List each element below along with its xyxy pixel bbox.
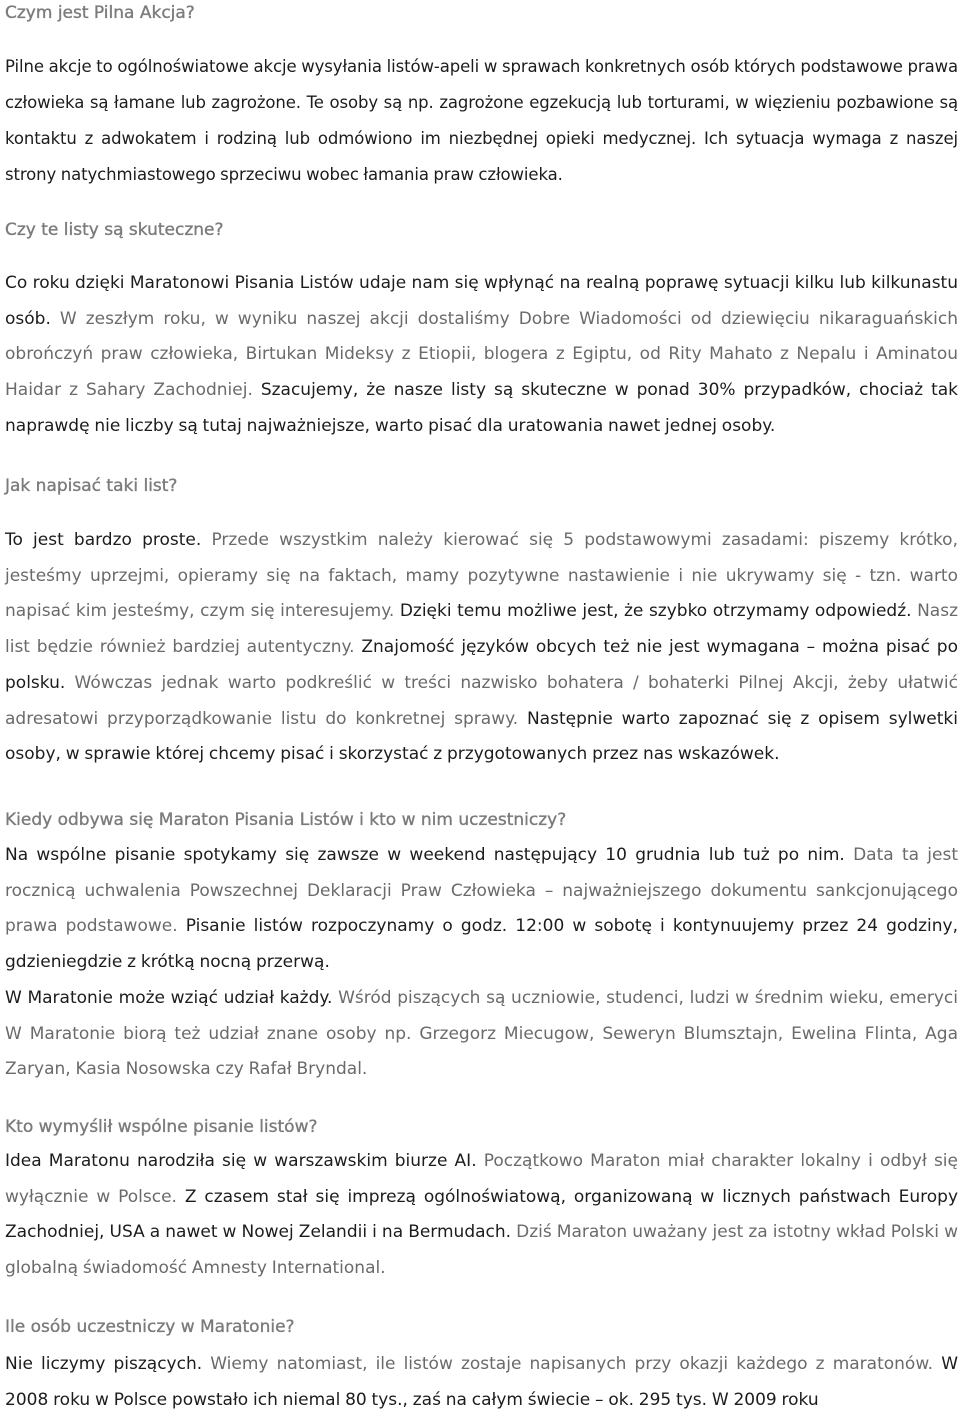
sentence: To jest bardzo proste. — [5, 530, 212, 550]
sentence: Pisanie listów rozpoczynamy o godz. 12:00 w sobotę i kontynuujemy przez 24 godziny, gdzieniegdzie z krótką nocną przerwą. — [5, 916, 958, 973]
heading-czy-listy-skuteczne: Czy te listy są skuteczne? — [5, 220, 224, 240]
sentence: Te osoby są np. zagrożone egzekucją lub torturami, w więzieniu pozbawione są kontaktu z adwokatem i rodziną lub odmówiono im niezbędnej opieki medycznej. — [5, 93, 958, 148]
sentence: Pilne akcje to ogólnoświatowe akcje wysyłania listów-apeli w sprawach konkretnych osób których podstawowe prawa człowieka są łamane lub zagrożone. — [5, 57, 958, 112]
sentence: Wśród piszących są uczniowie, studenci, ludzi w średnim wieku, emeryci W Maratonie biorą też udział znane osoby np. Grzegorz Miecugow, Seweryn Blumsztajn, Ewelina Flinta, Aga Zaryan, Kasia Nosowska czy Rafał Bryndal. — [5, 988, 958, 1080]
paragraph-termin-maratonu — [5, 838, 958, 981]
heading-ile-osob: Ile osób uczestniczy w Maratonie? — [5, 1317, 295, 1337]
sentence: Następnie warto zapoznać się z opisem sylwetki osoby, w sprawie której chcemy pisać i skorzystać z przygotowanych przez nas wskazówek. — [5, 708, 958, 765]
sentence: Nasz list będzie również bardziej autentyczny. — [5, 601, 958, 658]
sentence: W Maratonie może wziąć udział każdy. — [5, 988, 339, 1008]
paragraph-historia-maratonu — [5, 1144, 958, 1287]
sentence: Na wspólne pisanie spotykamy się zawsze w weekend następujący 10 grudnia lub tuż po nim. — [5, 845, 854, 865]
sentence: Wówczas jednak warto podkreślić w treści nazwisko bohatera / bohaterki Pilnej Akcji, żeby ułatwić adresatowi przyporządkowanie listu do konkretnej sprawy. — [5, 672, 958, 729]
sentence: Idea Maratonu narodziła się w warszawskim biurze AI. — [5, 1151, 484, 1171]
heading-kiedy-maraton: Kiedy odbywa się Maraton Pisania Listów i kto w nim uczestniczy? — [5, 810, 567, 830]
sentence: Co roku dzięki Maratonowi Pisania Listów udaje nam się wpłynąć na realną poprawę sytuacji kilku lub kilkunastu osób. — [5, 273, 958, 329]
sentence: Dziś Maraton uważany jest za istotny wkład Polski w globalną świadomość Amnesty International. — [5, 1222, 958, 1279]
sentence: Początkowo Maraton miał charakter lokalny i odbył się wyłącznie w Polsce. — [5, 1151, 958, 1207]
sentence: Data ta jest rocznicą uchwalenia Powszechnej Deklaracji Praw Człowieka – najważniejszego dokumentu sankcjonującego prawa podstawowe. — [5, 845, 958, 937]
sentence: W 2008 roku w Polsce powstało ich niemal 80 tys., zaś na całym świecie – ok. 295 tys. W 2009 roku — [5, 1354, 958, 1410]
paragraph-skutecznosc — [5, 266, 958, 445]
paragraph-uczestnicy — [5, 981, 958, 1088]
heading-czym-jest-pilna-akcja: Czym jest Pilna Akcja? — [5, 3, 195, 23]
heading-kto-wymyslil: Kto wymyślił wspólne pisanie listów? — [5, 1117, 318, 1137]
sentence: W zeszłym roku, w wyniku naszej akcji dostaliśmy Dobre Wiadomości od dziewięciu nikaraguańskich obrończyń praw człowieka, Birtukan Mideksy z Etiopii, blogera z Egiptu, od Rity Mahato z Nepalu i Aminatou Haidar z Sahary Zachodniej. — [5, 308, 958, 401]
sentence: Nie liczymy piszących. — [5, 1354, 211, 1374]
sentence: Przede wszystkim należy kierować się 5 podstawowymi zasadami: piszemy krótko, jesteśmy uprzejmi, opieramy się na faktach, mamy pozytywne nastawienie i nie ukrywamy się - tzn. warto napisać kim jesteśmy, czym się interesujemy. — [5, 530, 958, 622]
paragraph-jak-napisac — [5, 523, 958, 773]
sentence: Znajomość języków obcych też nie jest wymagana – można pisać po polsku. — [5, 637, 958, 693]
paragraph-pilna-akcja — [5, 49, 958, 193]
sentence: Ich sytuacja wymaga z naszej strony natychmiastowego sprzeciwu wobec łamania praw człowieka. — [5, 129, 958, 184]
sentence: Szacujemy, że nasze listy są skuteczne w ponad 30% przypadków, chociaż tak naprawdę nie liczby są tutaj najważniejsze, warto pisać dla uratowania nawet jednej osoby. — [5, 380, 959, 436]
paragraph-liczba-listow — [5, 1347, 958, 1410]
sentence: Z czasem stał się imprezą ogólnoświatową, organizowaną w licznych państwach Europy Zachodniej, USA a nawet w Nowej Zelandii i na Bermudach. — [5, 1186, 958, 1243]
heading-jak-napisac-list: Jak napisać taki list? — [5, 476, 178, 496]
sentence: Dzięki temu możliwe jest, że szybko otrzymamy odpowiedź. — [399, 601, 918, 622]
sentence: Wiemy natomiast, ile listów zostaje napisanych przy okazji każdego z maratonów. — [210, 1354, 942, 1374]
